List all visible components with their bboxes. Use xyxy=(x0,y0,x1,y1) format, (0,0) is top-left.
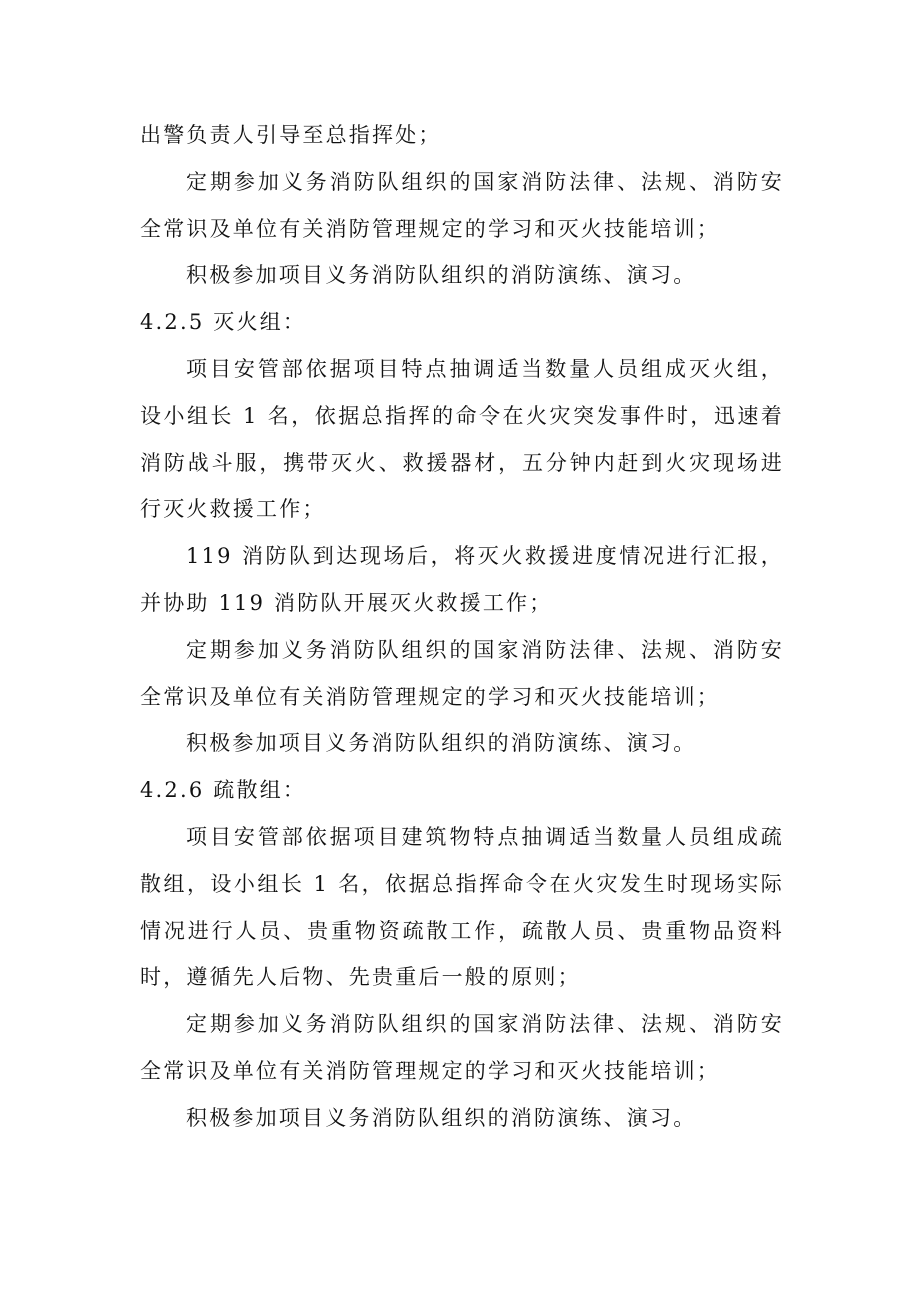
document-body xyxy=(140,112,784,1142)
paragraph-drill: 积极参加项目义务消防队组织的消防演练、演习。 xyxy=(186,1105,697,1130)
paragraph-evacuation-group-duty: 项目安管部依据项目建筑物特点抽调适当数量人员组成疏散组，设小组长 1 名，依据总指挥命令在火灾发生时现场实际情况进行人员、贵重物资疏散工作，疏散人员、贵重物品资料时，遵循先人后物、先贵重后一般的原则； xyxy=(140,824,784,990)
paragraph-drill: 积极参加项目义务消防队组织的消防演练、演习。 xyxy=(186,731,697,756)
section-heading-fire-fighting-group: 4.2.5 灭火组： xyxy=(140,310,307,335)
paragraph-continuation: 出警负责人引导至总指挥处； xyxy=(140,123,442,147)
paragraph-training: 定期参加义务消防队组织的国家消防法律、法规、消防安全常识及单位有关消防管理规定的学习和灭火技能培训； xyxy=(140,637,784,709)
paragraph-drill: 积极参加项目义务消防队组织的消防演练、演习。 xyxy=(186,263,697,288)
paragraph-fire-fighting-group-duty: 项目安管部依据项目特点抽调适当数量人员组成灭火组，设小组长 1 名，依据总指挥的命令在火灾突发事件时，迅速着消防战斗服，携带灭火、救援器材，五分钟内赶到火灾现场进行灭火救援工作； xyxy=(140,356,784,522)
section-heading-evacuation-group: 4.2.6 疏散组： xyxy=(140,778,307,803)
paragraph-training: 定期参加义务消防队组织的国家消防法律、法规、消防安全常识及单位有关消防管理规定的学习和灭火技能培训； xyxy=(140,1012,784,1083)
paragraph-training: 定期参加义务消防队组织的国家消防法律、法规、消防安全常识及单位有关消防管理规定的学习和灭火技能培训； xyxy=(140,169,784,241)
paragraph-119-report: 119 消防队到达现场后，将灭火救援进度情况进行汇报，并协助 119 消防队开展灭火救援工作； xyxy=(140,544,784,615)
